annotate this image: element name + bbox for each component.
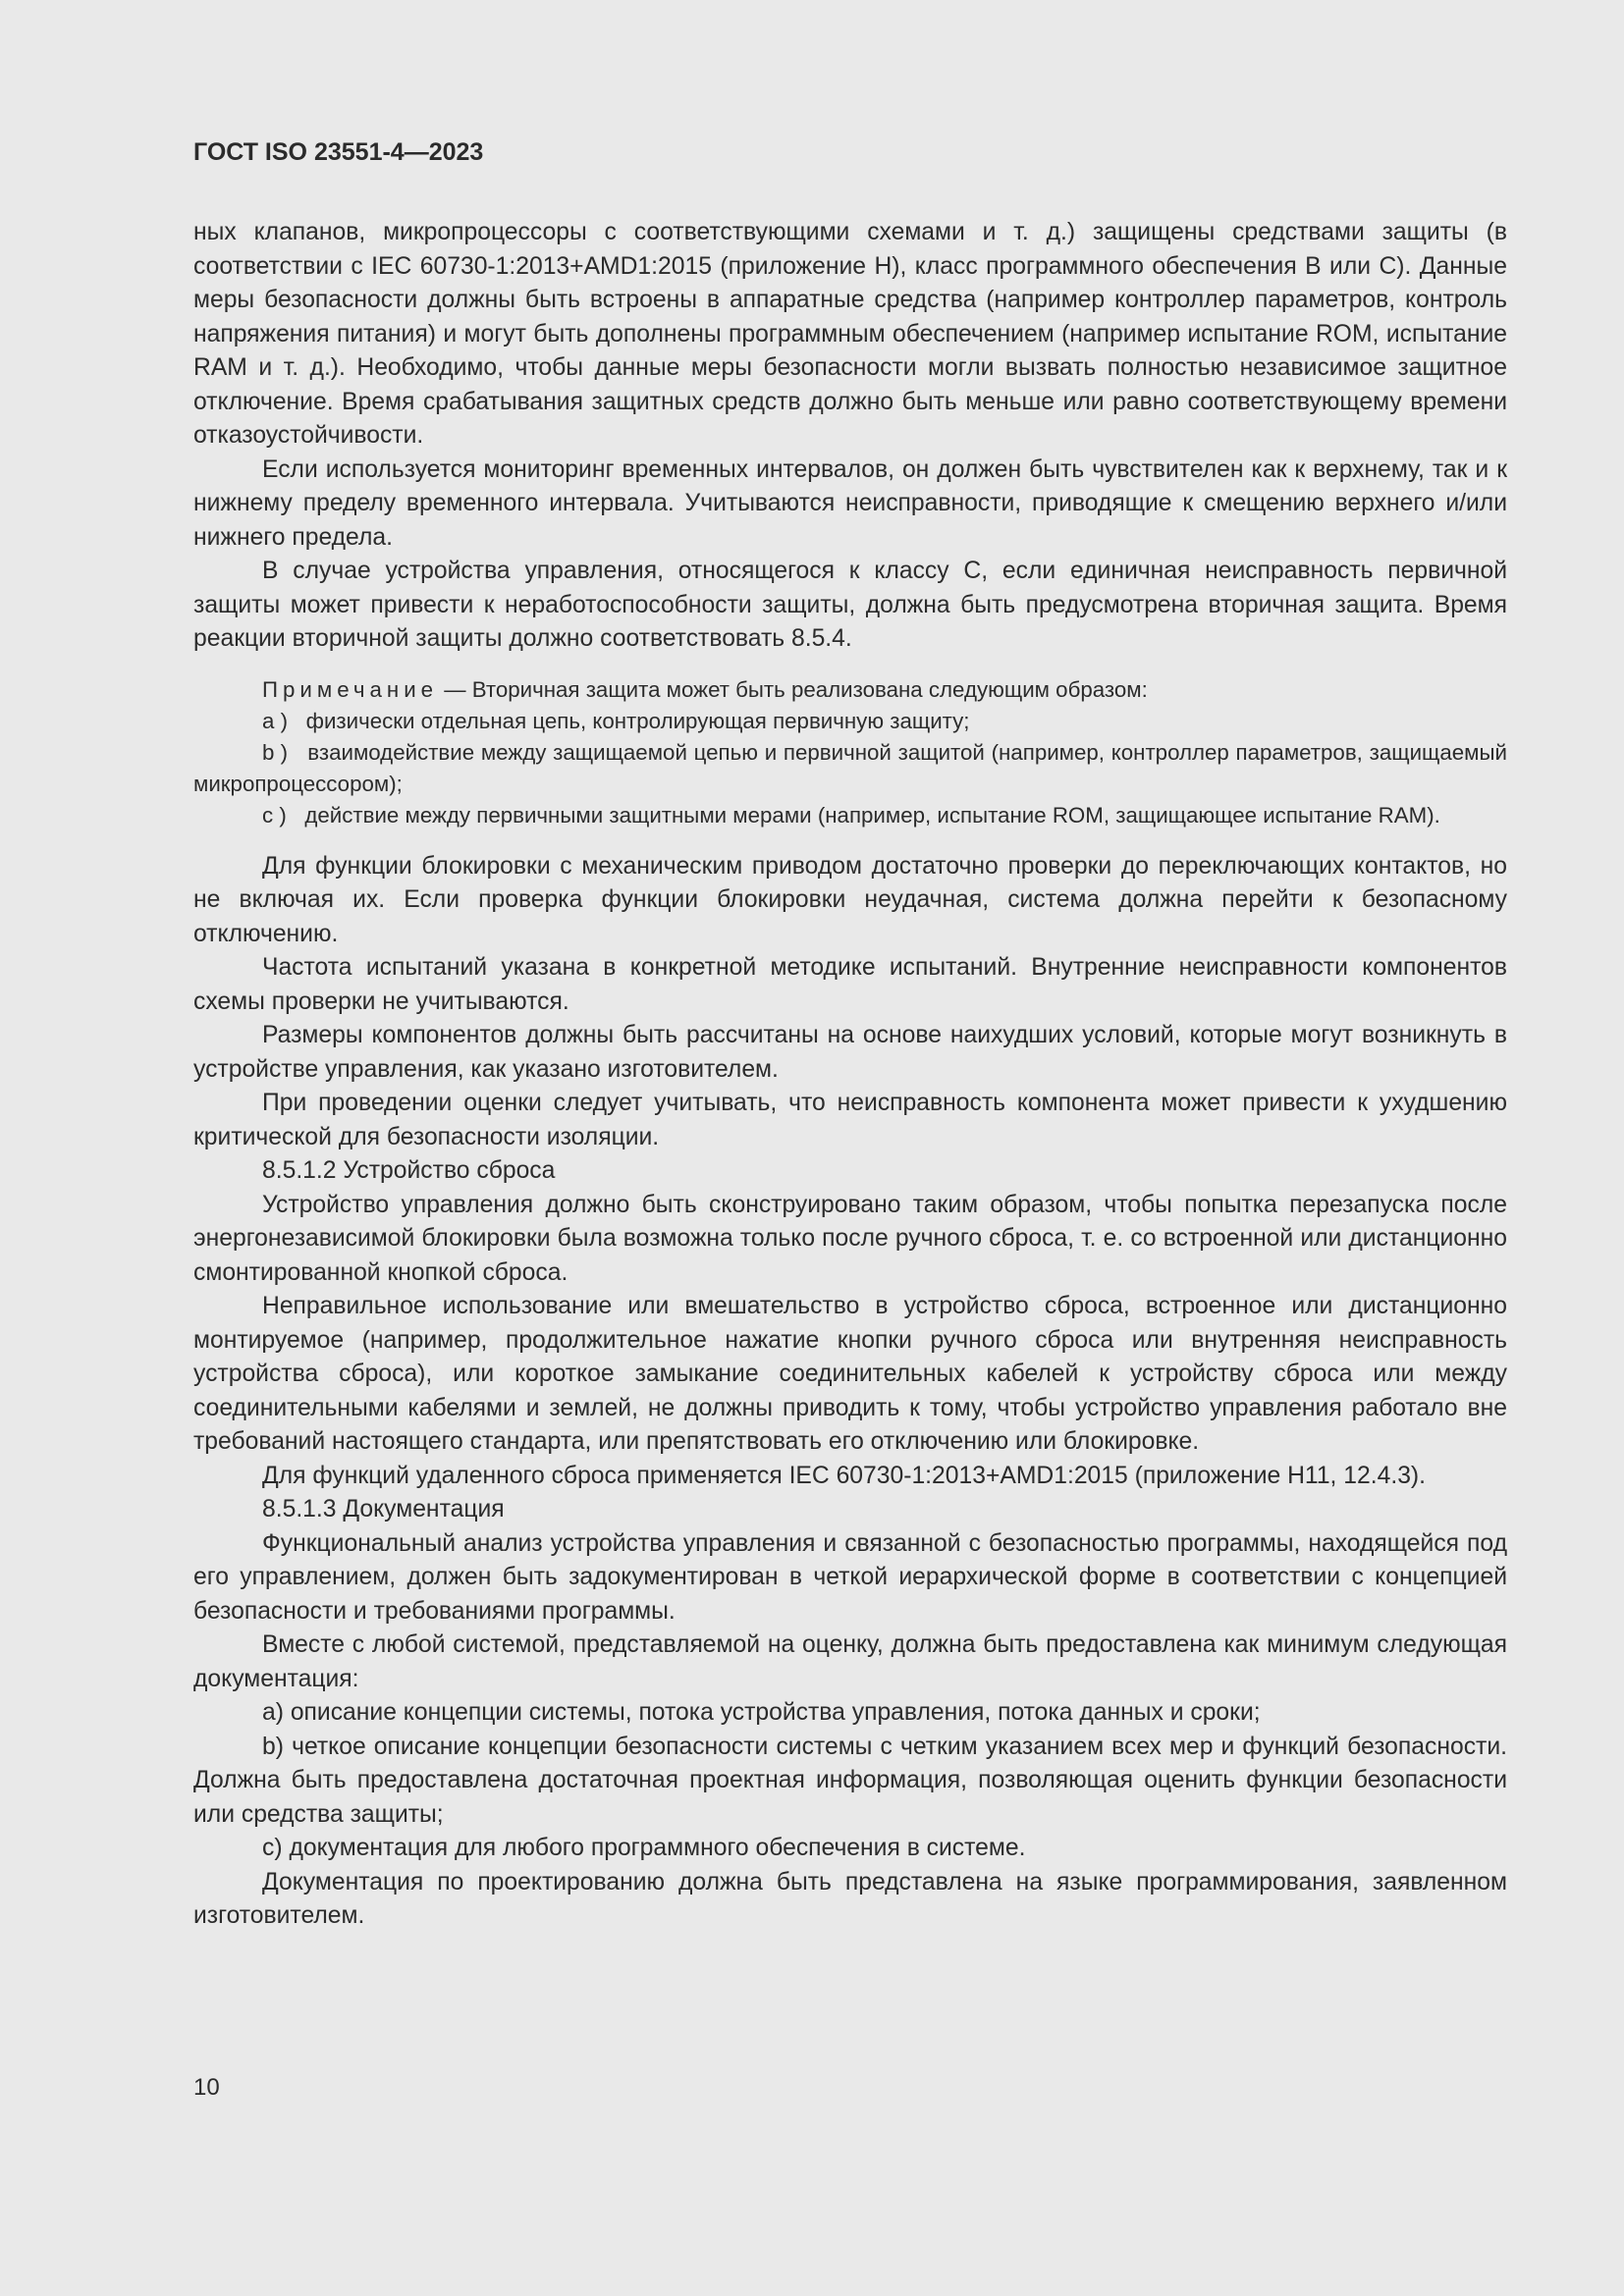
document-body bbox=[193, 216, 1507, 1934]
paragraph: В случае устройства управления, относящегося к классу C, если единичная неисправность первичной защиты может привести к неработоспособности защиты, должна быть предусмотрена вторичная защита. Время реакции вторичной защиты должно соответствовать 8.5.4. bbox=[193, 558, 1507, 652]
list-item-text: описание концепции системы, потока устройства управления, потока данных и сроки; bbox=[290, 1699, 1261, 1727]
list-item-text: документация для любого программного обеспечения в системе. bbox=[289, 1835, 1026, 1862]
paragraph: Неправильное использование или вмешательство в устройство сброса, встроенное или дистанционно монтируемое (например, продолжительное нажатие кнопки ручного сброса или внутренняя неисправность устройства сброса), или короткое замыкание соединительных кабелей к устройству сброса или между соединительными кабелями и землей, не должны приводить к тому, чтобы устройство управления работало вне требований настоящего стандарта, или препятствовать его отключению или блокировке. bbox=[193, 1293, 1507, 1456]
note-heading bbox=[193, 674, 1507, 706]
standard-designation: ГОСТ ISO 23551-4—2023 bbox=[193, 138, 484, 166]
note-label: Примечание bbox=[262, 676, 439, 702]
note-item-text: взаимодействие между защищаемой цепью и первичной защитой (например, контроллер параметров, защищаемый микропроцессором); bbox=[193, 739, 1507, 797]
note-text: — Вторичная защита может быть реализована следующим образом: bbox=[438, 676, 1148, 702]
note-item bbox=[193, 800, 1507, 831]
note-item-text: физически отдельная цепь, контролирующая первичную защиту; bbox=[305, 708, 970, 733]
paragraph: Устройство управления должно быть сконструировано таким образом, чтобы попытка перезапуска после энергонезависимой блокировки была возможна только после ручного сброса, т. е. со встроенной или дистанционно смонтированной кнопкой сброса. bbox=[193, 1191, 1507, 1286]
paragraph: Функциональный анализ устройства управления и связанной с безопасностью программы, находящейся под его управлением, должен быть задокументирован в четкой иерархической форме в соответствии с концепцией безопасности и требованиями программы. bbox=[193, 1529, 1507, 1625]
list-item-mark: b) bbox=[262, 1733, 284, 1760]
paragraph: Вместе с любой системой, представляемой на оценку, должна быть предоставлена как минимум следующая документация: bbox=[193, 1631, 1507, 1692]
list-item bbox=[193, 1731, 1507, 1833]
list-item bbox=[193, 1832, 1507, 1866]
note-item-mark: a ) bbox=[262, 708, 289, 733]
note-item-text: действие между первичными защитными мерами (например, испытание ROM, защищающее испытание RAM). bbox=[304, 803, 1440, 828]
note-item bbox=[193, 737, 1507, 800]
paragraph: При проведении оценки следует учитывать, что неисправность компонента может привести к ухудшению критической для безопасности изоляции. bbox=[193, 1090, 1507, 1150]
note-item-mark: c ) bbox=[262, 803, 287, 828]
list-item bbox=[193, 1696, 1507, 1731]
list-item-mark: c) bbox=[262, 1835, 283, 1862]
paragraph: Размеры компонентов должны быть рассчитаны на основе наихудших условий, которые могут возникнуть в устройстве управления, как указано изготовителем. bbox=[193, 1022, 1507, 1083]
list-item-mark: a) bbox=[262, 1699, 284, 1727]
paragraph: Частота испытаний указана в конкретной методике испытаний. Внутренние неисправности компонентов схемы проверки не учитываются. bbox=[193, 954, 1507, 1015]
document-page bbox=[193, 137, 1507, 1934]
section-heading-8-5-1-3: 8.5.1.3 Документация bbox=[262, 1496, 505, 1523]
page-number: 10 bbox=[193, 2074, 220, 2101]
paragraph: Документация по проектированию должна быть представлена на языке программирования, заявленном изготовителем. bbox=[193, 1868, 1507, 1930]
list-item-text: четкое описание концепции безопасности системы с четким указанием всех мер и функций безопасности. Должна быть предоставлена достаточная проектная информация, позволяющая оценить функции безопасности или средства защиты; bbox=[193, 1733, 1508, 1828]
paragraph: Для функций удаленного сброса применяется IEC 60730-1:2013+AMD1:2015 (приложение H11, 12.4.3). bbox=[262, 1462, 1426, 1489]
paragraph: Для функции блокировки с механическим приводом достаточно проверки до переключающих контактов, но не включая их. Если проверка функции блокировки неудачная, система должна перейти к безопасному отключению. bbox=[193, 852, 1507, 947]
paragraph: ных клапанов, микропроцессоры с соответствующими схемами и т. д.) защищены средствами защиты (в соответствии с IEC 60730-1:2013+AMD1:2015 (приложение H), класс программного обеспечения B или C). Данные меры безопасности должны быть встроены в аппаратные средства (например контроллер параметров, контроль напряжения питания) и могут быть дополнены программным обеспечением (например испытание ROM, испытание RAM и т. д.). Необходимо, чтобы данные меры безопасности могли вызвать полностью независимое защитное отключение. Время срабатывания защитных средств должно быть меньше или равно соответствующему времени отказоустойчивости. bbox=[193, 219, 1507, 449]
note-block bbox=[193, 674, 1507, 832]
paragraph: Если используется мониторинг временных интервалов, он должен быть чувствителен как к верхнему, так и к нижнему пределу временного интервала. Учитываются неисправности, приводящие к смещению верхнего и/или нижнего предела. bbox=[193, 455, 1507, 551]
note-item-mark: b ) bbox=[262, 739, 289, 765]
note-item bbox=[193, 706, 1507, 737]
section-heading-8-5-1-2: 8.5.1.2 Устройство сброса bbox=[262, 1157, 556, 1185]
